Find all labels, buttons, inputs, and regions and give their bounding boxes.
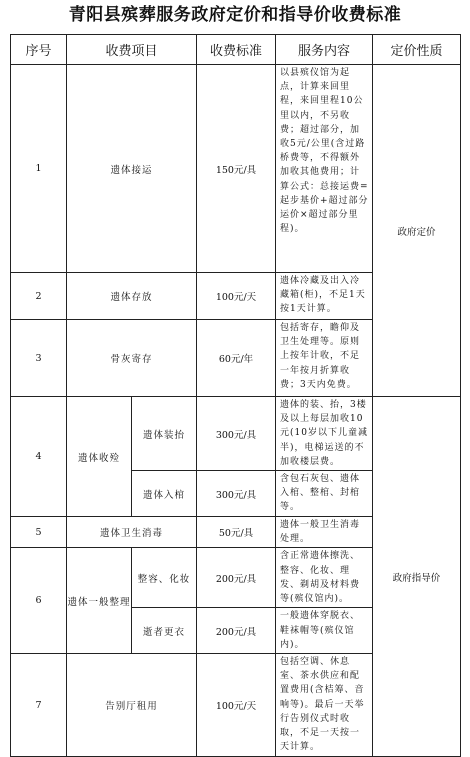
row-price: 50元/具 (197, 517, 276, 548)
row-price: 300元/具 (197, 397, 276, 471)
row-no: 3 (11, 320, 67, 397)
row-item: 遗体卫生消毒 (67, 517, 197, 548)
header-no: 序号 (11, 35, 67, 65)
row-subitem: 遗体入棺 (132, 471, 197, 517)
row-no: 1 (11, 65, 67, 273)
row-item: 告别厅租用 (67, 654, 197, 757)
row-desc: 以县殡仪馆为起点，计算来回里程，来回里程10公里以内，不另收费；超过部分，加收5元/公里(含过路桥费等，不得额外加收其他费用；计算公式：总接运费=起步基价+超过部分运价×超过部分里程)。 (276, 65, 373, 273)
row-price: 200元/具 (197, 608, 276, 654)
row-no: 7 (11, 654, 67, 757)
row-price: 100元/天 (197, 654, 276, 757)
row-no: 5 (11, 517, 67, 548)
page-title: 青阳县殡葬服务政府定价和指导价收费标准 (68, 5, 402, 25)
table-row (11, 397, 461, 471)
header-nature: 定价性质 (373, 35, 461, 65)
header-item: 收费项目 (67, 35, 197, 65)
fee-table (10, 34, 461, 757)
row-desc: 包括空调、休息室、茶水供应和配置费用(含桔筹、音响等)。最后一天举行告别仪式时收取，不足一天按一天计算。 (276, 654, 373, 757)
row-price: 60元/年 (197, 320, 276, 397)
table-row (11, 65, 461, 273)
row-no: 6 (11, 548, 67, 654)
row-desc: 一般遗体穿脱衣、鞋袜帽等(殡仪馆内)。 (276, 608, 373, 654)
row-desc: 含包石灰包、遗体入棺、整棺、封棺等。 (276, 471, 373, 517)
row-desc: 遗体一般卫生消毒处理。 (276, 517, 373, 548)
row-desc: 遗体冷藏及出入冷藏箱(柜)，不足1天按1天计算。 (276, 273, 373, 320)
row-subitem: 遗体装抬 (132, 397, 197, 471)
row-desc: 含正常遗体擦洗、整容、化妆、理发、剃胡及材料费等(殡仪馆内)。 (276, 548, 373, 608)
row-price: 150元/具 (197, 65, 276, 273)
row-subitem: 整容、化妆 (132, 548, 197, 608)
row-item: 遗体接运 (67, 65, 197, 273)
row-item: 遗体存放 (67, 273, 197, 320)
row-price: 100元/天 (197, 273, 276, 320)
pricing-nature-gov-price: 政府定价 (373, 65, 461, 397)
row-no: 2 (11, 273, 67, 320)
header-standard: 收费标准 (197, 35, 276, 65)
header-content: 服务内容 (276, 35, 373, 65)
row-group: 遗体收殓 (67, 397, 132, 517)
row-desc: 遗体的装、抬，3楼及以上每层加收10元(10岁以下儿童减半)，电梯运送的不加收楼层费。 (276, 397, 373, 471)
row-group: 遗体一般整理 (67, 548, 132, 654)
header-row (11, 35, 461, 65)
row-item: 骨灰寄存 (67, 320, 197, 397)
row-no: 4 (11, 397, 67, 517)
pricing-nature-gov-guide: 政府指导价 (373, 397, 461, 757)
row-price: 300元/具 (197, 471, 276, 517)
row-price: 200元/具 (197, 548, 276, 608)
row-desc: 包括寄存，瞻仰及卫生处理等。原则上按年计收，不足一年按月折算收费；3天内免费。 (276, 320, 373, 397)
row-subitem: 逝者更衣 (132, 608, 197, 654)
